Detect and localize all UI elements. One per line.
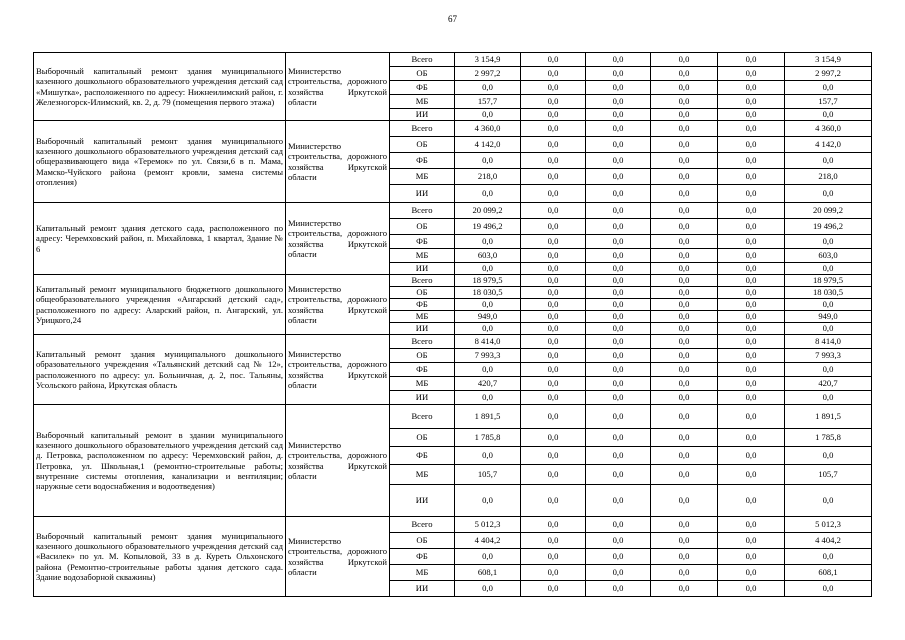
amount-cell: 0,0 xyxy=(455,549,521,565)
amount-cell: 0,0 xyxy=(718,517,785,533)
amount-cell: 0,0 xyxy=(586,153,651,169)
amount-cell: 4 404,2 xyxy=(455,533,521,549)
table-row xyxy=(34,517,872,533)
amount-cell: 0,0 xyxy=(455,109,521,121)
amount-cell: 0,0 xyxy=(586,137,651,153)
amount-cell: 0,0 xyxy=(455,485,521,517)
funding-source-label: МБ xyxy=(390,377,455,391)
amount-cell: 0,0 xyxy=(651,67,718,81)
object-description: Выборочный капитальный ремонт здания муниципального казенного дошкольного образовательного учреждения детский сад «Василек» по ул. М. Копыловой, 33 в д. Куреть Ольхонского района (Ремонтно-строительные работы здания детского сада. Здание водозаборной скважины) xyxy=(34,517,286,597)
amount-cell: 0,0 xyxy=(718,405,785,429)
responsible-organization: Министерство строительства, дорожного хозяйства Иркутской области xyxy=(286,335,390,405)
amount-cell: 0,0 xyxy=(651,363,718,377)
object-description: Выборочный капитальный ремонт в здании муниципального казенного дошкольного образовательного учреждения детский сад д. Петровка, расположенном по адресу: Черемховский район, д. Петровка, ул. Школьная,1 (ремонтно-строительные работы; внутренние системы отопления, канализации и вентиляции; наружные сети водоснабжения и водоотведения) xyxy=(34,405,286,517)
amount-cell: 0,0 xyxy=(521,377,586,391)
amount-cell: 4 142,0 xyxy=(785,137,872,153)
amount-cell: 0,0 xyxy=(651,235,718,249)
amount-cell: 0,0 xyxy=(651,311,718,323)
amount-cell: 0,0 xyxy=(651,287,718,299)
amount-cell: 218,0 xyxy=(785,169,872,185)
amount-cell: 0,0 xyxy=(651,109,718,121)
table-body xyxy=(34,53,872,597)
funding-source-label: ОБ xyxy=(390,349,455,363)
amount-cell: 0,0 xyxy=(785,581,872,597)
amount-cell: 0,0 xyxy=(651,349,718,363)
responsible-organization: Министерство строительства, дорожного хозяйства Иркутской области xyxy=(286,121,390,203)
funding-source-label: МБ xyxy=(390,311,455,323)
amount-cell: 0,0 xyxy=(521,81,586,95)
amount-cell: 0,0 xyxy=(651,323,718,335)
amount-cell: 0,0 xyxy=(521,249,586,263)
amount-cell: 0,0 xyxy=(586,533,651,549)
amount-cell: 0,0 xyxy=(586,465,651,485)
amount-cell: 0,0 xyxy=(718,447,785,465)
funding-source-label: МБ xyxy=(390,249,455,263)
amount-cell: 19 496,2 xyxy=(455,219,521,235)
amount-cell: 0,0 xyxy=(521,53,586,67)
amount-cell: 0,0 xyxy=(586,95,651,109)
amount-cell: 4 142,0 xyxy=(455,137,521,153)
amount-cell: 0,0 xyxy=(651,169,718,185)
amount-cell: 0,0 xyxy=(718,121,785,137)
amount-cell: 0,0 xyxy=(718,109,785,121)
amount-cell: 0,0 xyxy=(455,153,521,169)
amount-cell: 0,0 xyxy=(521,465,586,485)
amount-cell: 0,0 xyxy=(651,95,718,109)
amount-cell: 0,0 xyxy=(785,185,872,203)
amount-cell: 0,0 xyxy=(455,299,521,311)
amount-cell: 0,0 xyxy=(651,405,718,429)
amount-cell: 0,0 xyxy=(521,565,586,581)
amount-cell: 0,0 xyxy=(521,95,586,109)
funding-source-label: ФБ xyxy=(390,81,455,95)
funding-source-label: ИИ xyxy=(390,109,455,121)
amount-cell: 0,0 xyxy=(651,81,718,95)
amount-cell: 0,0 xyxy=(718,335,785,349)
amount-cell: 18 030,5 xyxy=(785,287,872,299)
amount-cell: 2 997,2 xyxy=(785,67,872,81)
amount-cell: 0,0 xyxy=(785,153,872,169)
amount-cell: 0,0 xyxy=(586,349,651,363)
amount-cell: 0,0 xyxy=(455,363,521,377)
amount-cell: 0,0 xyxy=(521,533,586,549)
table-row xyxy=(34,335,872,349)
funding-source-label: ИИ xyxy=(390,485,455,517)
amount-cell: 0,0 xyxy=(718,311,785,323)
amount-cell: 0,0 xyxy=(521,391,586,405)
funding-source-label: МБ xyxy=(390,169,455,185)
funding-source-label: ОБ xyxy=(390,137,455,153)
amount-cell: 0,0 xyxy=(521,549,586,565)
amount-cell: 0,0 xyxy=(521,185,586,203)
object-description: Выборочный капитальный ремонт здания муниципального казенного дошкольного образовательного учреждения детский сад общеразвивающего вида «Теремок» по ул. Связи,6 в п. Мама, Мамско-Чуйского района (ремонт кровли, замена системы отопления) xyxy=(34,121,286,203)
amount-cell: 1 785,8 xyxy=(455,429,521,447)
amount-cell: 0,0 xyxy=(521,581,586,597)
amount-cell: 4 360,0 xyxy=(785,121,872,137)
amount-cell: 0,0 xyxy=(651,335,718,349)
responsible-organization: Министерство строительства, дорожного хозяйства Иркутской области xyxy=(286,405,390,517)
amount-cell: 0,0 xyxy=(718,299,785,311)
funding-source-label: Всего xyxy=(390,53,455,67)
amount-cell: 0,0 xyxy=(651,249,718,263)
amount-cell: 0,0 xyxy=(586,363,651,377)
amount-cell: 0,0 xyxy=(586,169,651,185)
amount-cell: 0,0 xyxy=(718,581,785,597)
amount-cell: 8 414,0 xyxy=(785,335,872,349)
responsible-organization: Министерство строительства, дорожного хозяйства Иркутской области xyxy=(286,53,390,121)
amount-cell: 0,0 xyxy=(651,153,718,169)
table-row xyxy=(34,53,872,67)
amount-cell: 0,0 xyxy=(718,235,785,249)
amount-cell: 0,0 xyxy=(586,549,651,565)
table-row xyxy=(34,121,872,137)
amount-cell: 0,0 xyxy=(521,311,586,323)
amount-cell: 8 414,0 xyxy=(455,335,521,349)
amount-cell: 0,0 xyxy=(718,465,785,485)
amount-cell: 0,0 xyxy=(586,447,651,465)
amount-cell: 0,0 xyxy=(586,263,651,275)
amount-cell: 0,0 xyxy=(521,485,586,517)
budget-table xyxy=(33,52,872,597)
amount-cell: 2 997,2 xyxy=(455,67,521,81)
amount-cell: 7 993,3 xyxy=(455,349,521,363)
amount-cell: 5 012,3 xyxy=(785,517,872,533)
amount-cell: 949,0 xyxy=(785,311,872,323)
table-row xyxy=(34,405,872,429)
amount-cell: 0,0 xyxy=(586,287,651,299)
amount-cell: 0,0 xyxy=(718,429,785,447)
amount-cell: 0,0 xyxy=(651,219,718,235)
amount-cell: 0,0 xyxy=(718,363,785,377)
amount-cell: 420,7 xyxy=(455,377,521,391)
amount-cell: 0,0 xyxy=(651,391,718,405)
amount-cell: 0,0 xyxy=(521,109,586,121)
amount-cell: 0,0 xyxy=(586,377,651,391)
amount-cell: 0,0 xyxy=(455,235,521,249)
amount-cell: 0,0 xyxy=(718,377,785,391)
amount-cell: 0,0 xyxy=(521,363,586,377)
object-description: Капитальный ремонт здания детского сада, расположенного по адресу: Черемховский район, п. Михайловка, 1 квартал, Здание № 6 xyxy=(34,203,286,275)
amount-cell: 0,0 xyxy=(718,53,785,67)
amount-cell: 0,0 xyxy=(651,565,718,581)
funding-source-label: Всего xyxy=(390,335,455,349)
table-row xyxy=(34,203,872,219)
amount-cell: 0,0 xyxy=(718,203,785,219)
amount-cell: 0,0 xyxy=(651,185,718,203)
amount-cell: 18 979,5 xyxy=(785,275,872,287)
amount-cell: 0,0 xyxy=(586,219,651,235)
amount-cell: 0,0 xyxy=(586,275,651,287)
funding-source-label: Всего xyxy=(390,275,455,287)
amount-cell: 18 979,5 xyxy=(455,275,521,287)
amount-cell: 0,0 xyxy=(586,235,651,249)
funding-source-label: ИИ xyxy=(390,323,455,335)
amount-cell: 0,0 xyxy=(785,447,872,465)
amount-cell: 0,0 xyxy=(586,67,651,81)
amount-cell: 3 154,9 xyxy=(455,53,521,67)
funding-source-label: ФБ xyxy=(390,235,455,249)
amount-cell: 0,0 xyxy=(455,391,521,405)
amount-cell: 608,1 xyxy=(455,565,521,581)
funding-source-label: ФБ xyxy=(390,447,455,465)
object-description: Капитальный ремонт муниципального бюджетного дошкольного общеобразовательного учреждения «Ангарский детский сад», расположенного по адресу: Аларский район, п. Ангарский, ул. Урицкого,24 xyxy=(34,275,286,335)
amount-cell: 0,0 xyxy=(718,549,785,565)
object-description: Выборочный капитальный ремонт здания муниципального казенного дошкольного образовательного учреждения детский сад «Мишутка», расположенного по адресу: Нижнеилимский район, г. Железногорск-Илимский, кв. 2, д. 79 (помещения первого этажа) xyxy=(34,53,286,121)
amount-cell: 0,0 xyxy=(651,533,718,549)
amount-cell: 0,0 xyxy=(521,287,586,299)
amount-cell: 0,0 xyxy=(586,323,651,335)
amount-cell: 0,0 xyxy=(521,153,586,169)
responsible-organization: Министерство строительства, дорожного хозяйства Иркутской области xyxy=(286,517,390,597)
amount-cell: 0,0 xyxy=(651,299,718,311)
responsible-organization: Министерство строительства, дорожного хозяйства Иркутской области xyxy=(286,203,390,275)
amount-cell: 0,0 xyxy=(521,429,586,447)
amount-cell: 0,0 xyxy=(455,81,521,95)
amount-cell: 0,0 xyxy=(586,581,651,597)
amount-cell: 4 404,2 xyxy=(785,533,872,549)
amount-cell: 0,0 xyxy=(785,109,872,121)
amount-cell: 105,7 xyxy=(455,465,521,485)
amount-cell: 0,0 xyxy=(455,263,521,275)
amount-cell: 0,0 xyxy=(521,235,586,249)
amount-cell: 0,0 xyxy=(785,323,872,335)
amount-cell: 0,0 xyxy=(718,349,785,363)
funding-source-label: ОБ xyxy=(390,533,455,549)
funding-source-label: ОБ xyxy=(390,67,455,81)
amount-cell: 0,0 xyxy=(651,447,718,465)
amount-cell: 0,0 xyxy=(651,517,718,533)
funding-source-label: Всего xyxy=(390,517,455,533)
amount-cell: 0,0 xyxy=(521,121,586,137)
amount-cell: 3 154,9 xyxy=(785,53,872,67)
amount-cell: 0,0 xyxy=(785,485,872,517)
amount-cell: 0,0 xyxy=(521,67,586,81)
table-row xyxy=(34,275,872,287)
amount-cell: 0,0 xyxy=(651,121,718,137)
amount-cell: 0,0 xyxy=(586,203,651,219)
amount-cell: 0,0 xyxy=(586,485,651,517)
amount-cell: 0,0 xyxy=(521,349,586,363)
amount-cell: 0,0 xyxy=(586,109,651,121)
funding-source-label: ФБ xyxy=(390,299,455,311)
amount-cell: 0,0 xyxy=(651,549,718,565)
amount-cell: 0,0 xyxy=(718,185,785,203)
amount-cell: 0,0 xyxy=(521,299,586,311)
amount-cell: 0,0 xyxy=(651,581,718,597)
amount-cell: 0,0 xyxy=(718,67,785,81)
amount-cell: 20 099,2 xyxy=(455,203,521,219)
amount-cell: 0,0 xyxy=(718,391,785,405)
amount-cell: 0,0 xyxy=(651,465,718,485)
amount-cell: 0,0 xyxy=(785,235,872,249)
amount-cell: 0,0 xyxy=(651,137,718,153)
amount-cell: 4 360,0 xyxy=(455,121,521,137)
amount-cell: 0,0 xyxy=(521,275,586,287)
amount-cell: 0,0 xyxy=(521,447,586,465)
funding-source-label: ФБ xyxy=(390,549,455,565)
amount-cell: 1 891,5 xyxy=(785,405,872,429)
funding-source-label: ОБ xyxy=(390,429,455,447)
funding-source-label: ИИ xyxy=(390,581,455,597)
amount-cell: 157,7 xyxy=(455,95,521,109)
amount-cell: 608,1 xyxy=(785,565,872,581)
amount-cell: 0,0 xyxy=(651,485,718,517)
amount-cell: 0,0 xyxy=(718,287,785,299)
amount-cell: 0,0 xyxy=(718,275,785,287)
amount-cell: 0,0 xyxy=(586,53,651,67)
amount-cell: 0,0 xyxy=(586,81,651,95)
amount-cell: 1 785,8 xyxy=(785,429,872,447)
amount-cell: 18 030,5 xyxy=(455,287,521,299)
amount-cell: 0,0 xyxy=(586,335,651,349)
funding-source-label: МБ xyxy=(390,565,455,581)
amount-cell: 0,0 xyxy=(651,275,718,287)
amount-cell: 20 099,2 xyxy=(785,203,872,219)
funding-source-label: ИИ xyxy=(390,263,455,275)
amount-cell: 603,0 xyxy=(785,249,872,263)
amount-cell: 0,0 xyxy=(586,249,651,263)
responsible-organization: Министерство строительства, дорожного хозяйства Иркутской области xyxy=(286,275,390,335)
amount-cell: 0,0 xyxy=(718,323,785,335)
funding-source-label: МБ xyxy=(390,465,455,485)
amount-cell: 0,0 xyxy=(718,95,785,109)
amount-cell: 0,0 xyxy=(785,549,872,565)
amount-cell: 0,0 xyxy=(718,81,785,95)
amount-cell: 0,0 xyxy=(718,485,785,517)
amount-cell: 0,0 xyxy=(651,377,718,391)
amount-cell: 0,0 xyxy=(785,81,872,95)
amount-cell: 420,7 xyxy=(785,377,872,391)
amount-cell: 105,7 xyxy=(785,465,872,485)
amount-cell: 0,0 xyxy=(521,335,586,349)
page-number: 67 xyxy=(448,14,457,24)
amount-cell: 0,0 xyxy=(586,405,651,429)
amount-cell: 0,0 xyxy=(586,121,651,137)
amount-cell: 1 891,5 xyxy=(455,405,521,429)
amount-cell: 0,0 xyxy=(455,323,521,335)
amount-cell: 0,0 xyxy=(651,53,718,67)
object-description: Капитальный ремонт здания муниципального дошкольного образовательного учреждения «Тальянский детский сад № 12», расположенного по адресу: ул. Больничная, д. 2, пос. Тальяны, Усольского района, Иркутская область xyxy=(34,335,286,405)
amount-cell: 0,0 xyxy=(521,323,586,335)
amount-cell: 603,0 xyxy=(455,249,521,263)
amount-cell: 0,0 xyxy=(718,153,785,169)
amount-cell: 7 993,3 xyxy=(785,349,872,363)
amount-cell: 0,0 xyxy=(455,185,521,203)
amount-cell: 0,0 xyxy=(521,405,586,429)
amount-cell: 0,0 xyxy=(521,263,586,275)
amount-cell: 0,0 xyxy=(718,249,785,263)
amount-cell: 19 496,2 xyxy=(785,219,872,235)
amount-cell: 0,0 xyxy=(718,219,785,235)
amount-cell: 0,0 xyxy=(718,169,785,185)
amount-cell: 0,0 xyxy=(785,391,872,405)
funding-source-label: ОБ xyxy=(390,219,455,235)
amount-cell: 0,0 xyxy=(586,429,651,447)
funding-source-label: ФБ xyxy=(390,153,455,169)
amount-cell: 218,0 xyxy=(455,169,521,185)
amount-cell: 0,0 xyxy=(521,137,586,153)
amount-cell: 157,7 xyxy=(785,95,872,109)
amount-cell: 0,0 xyxy=(785,363,872,377)
amount-cell: 0,0 xyxy=(455,447,521,465)
funding-source-label: МБ xyxy=(390,95,455,109)
amount-cell: 0,0 xyxy=(586,311,651,323)
amount-cell: 0,0 xyxy=(651,203,718,219)
amount-cell: 0,0 xyxy=(586,391,651,405)
funding-source-label: Всего xyxy=(390,121,455,137)
amount-cell: 0,0 xyxy=(586,517,651,533)
amount-cell: 0,0 xyxy=(521,169,586,185)
amount-cell: 0,0 xyxy=(521,219,586,235)
amount-cell: 0,0 xyxy=(586,185,651,203)
funding-source-label: Всего xyxy=(390,405,455,429)
amount-cell: 0,0 xyxy=(718,263,785,275)
funding-source-label: ИИ xyxy=(390,185,455,203)
amount-cell: 0,0 xyxy=(718,137,785,153)
amount-cell: 0,0 xyxy=(455,581,521,597)
funding-source-label: ОБ xyxy=(390,287,455,299)
funding-source-label: ИИ xyxy=(390,391,455,405)
amount-cell: 0,0 xyxy=(718,533,785,549)
amount-cell: 0,0 xyxy=(521,517,586,533)
amount-cell: 5 012,3 xyxy=(455,517,521,533)
amount-cell: 0,0 xyxy=(586,565,651,581)
amount-cell: 0,0 xyxy=(651,429,718,447)
funding-source-label: Всего xyxy=(390,203,455,219)
amount-cell: 0,0 xyxy=(586,299,651,311)
funding-source-label: ФБ xyxy=(390,363,455,377)
amount-cell: 0,0 xyxy=(521,203,586,219)
amount-cell: 0,0 xyxy=(718,565,785,581)
amount-cell: 0,0 xyxy=(651,263,718,275)
amount-cell: 0,0 xyxy=(785,263,872,275)
amount-cell: 949,0 xyxy=(455,311,521,323)
amount-cell: 0,0 xyxy=(785,299,872,311)
